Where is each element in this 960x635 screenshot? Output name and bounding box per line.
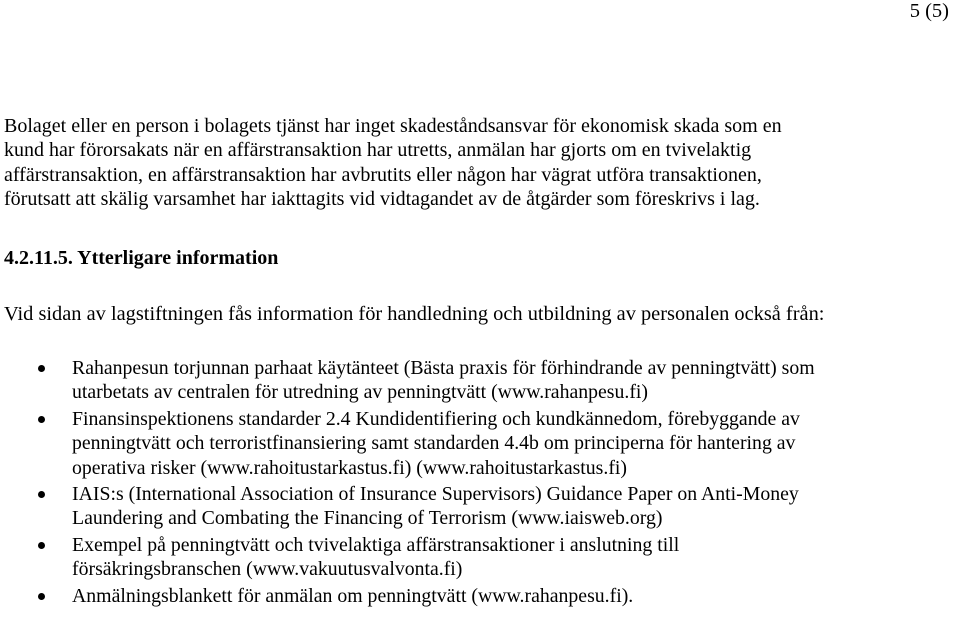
list-item-line: IAIS:s (International Association of Insurance Supervisors) Guidance Paper on Anti-Money <box>72 483 799 506</box>
list-item <box>0 407 960 480</box>
list-item-line: Anmälningsblankett för anmälan om penningtvätt (www.rahanpesu.fi). <box>72 584 634 607</box>
list-item <box>0 482 960 531</box>
list-item <box>0 356 960 405</box>
paragraph-line: kund har förorsakats när en affärstransaktion har utretts, anmälan har gjorts om en tvivelaktig <box>4 139 752 162</box>
list-item-line: försäkringsbranschen (www.vakuutusvalvonta.fi) <box>72 558 463 581</box>
list-item <box>0 584 960 608</box>
bullet-icon <box>38 491 45 498</box>
list-item-line: utarbetats av centralen för utredning av penningtvätt (www.rahanpesu.fi) <box>72 381 649 404</box>
list-item-line: operativa risker (www.rahoitustarkastus.fi) (www.rahoitustarkastus.fi) <box>72 456 627 479</box>
list-item-line: Finansinspektionens standarder 2.4 Kundidentifiering och kundkännedom, förebyggande av <box>72 407 800 430</box>
paragraph-line: affärstransaktion, en affärstransaktion har avbrutits eller någon har vägrat utföra transaktionen, <box>4 163 762 186</box>
bullet-icon <box>38 365 45 372</box>
list-item-line: Rahanpesun torjunnan parhaat käytänteet (Bästa praxis för förhindrande av penningtvätt) som <box>72 357 815 379</box>
list-item-line: penningtvätt och terroristfinansiering samt standarden 4.4b om principerna för hantering av <box>72 432 796 455</box>
liability-paragraph <box>4 114 956 212</box>
page-number: 5 (5) <box>909 0 949 22</box>
bullet-icon <box>38 593 45 600</box>
bullet-icon <box>38 542 45 549</box>
list-item-line: Exempel på penningtvätt och tvivelaktiga affärstransaktioner i anslutning till <box>72 533 680 556</box>
section-lead-text: Vid sidan av lagstiftningen fås information för handledning och utbildning av personalen också från: <box>4 303 825 325</box>
information-sources-list <box>0 356 960 610</box>
section-heading: 4.2.11.5. Ytterligare information <box>4 247 279 269</box>
list-item <box>0 533 960 582</box>
list-item-line: Laundering and Combating the Financing of Terrorism (www.iaisweb.org) <box>72 507 663 530</box>
paragraph-line: Bolaget eller en person i bolagets tjänst har inget skadeståndsansvar för ekonomisk skada som en <box>4 115 782 137</box>
paragraph-line: förutsatt att skälig varsamhet har iakttagits vid vidtagandet av de åtgärder som föreskrivs i lag. <box>4 188 760 211</box>
bullet-icon <box>38 416 45 423</box>
